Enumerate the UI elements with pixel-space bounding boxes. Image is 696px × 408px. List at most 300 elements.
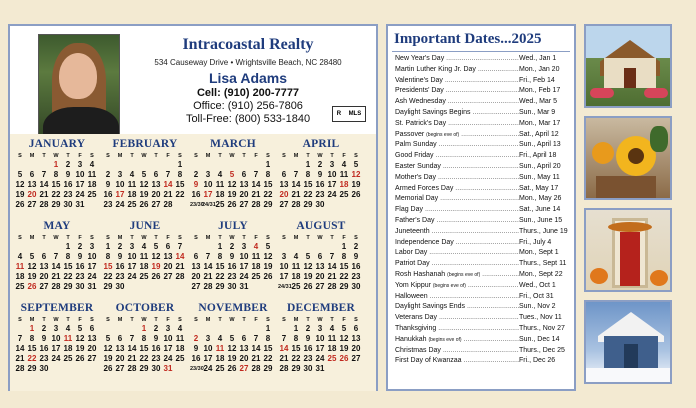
day-cell: [250, 282, 262, 292]
weekday-header: T: [330, 317, 334, 323]
day-cell: 7: [165, 170, 171, 179]
day-cell: 26: [27, 282, 37, 291]
day-cell: 18: [215, 190, 225, 199]
day-cell: 9: [77, 252, 83, 261]
date-event-label: Easter Sunday: [395, 162, 441, 170]
day-cell: 29: [303, 200, 313, 209]
weekday-header: S: [282, 153, 286, 159]
month-name: FEBRUARY: [112, 138, 178, 150]
day-cell: 13: [191, 262, 201, 271]
date-event-date: Wed., Mar 5: [519, 98, 557, 106]
date-event-label: Good Friday: [395, 152, 434, 160]
date-event-name: [395, 302, 519, 313]
month-name: SEPTEMBER: [20, 302, 94, 314]
important-date-row: [388, 346, 574, 357]
weekday-header: T: [66, 235, 70, 241]
day-cell: 23: [103, 200, 113, 209]
date-event-date: Wed., Jan 1: [519, 55, 557, 62]
date-event-name: [395, 194, 519, 205]
day-cell: [114, 160, 126, 170]
day-cell: 18: [327, 344, 337, 353]
day-cell: 10: [115, 180, 125, 189]
weekday-header: S: [106, 153, 110, 159]
day-cell: 8: [141, 334, 147, 343]
agent-tollfree: Toll-Free: (800) 533-1840: [185, 113, 311, 125]
day-cell: 18: [215, 354, 225, 363]
day-cell: 14: [291, 180, 301, 189]
day-cell: 21: [175, 262, 185, 271]
date-event-name: [395, 270, 519, 281]
date-event-label: First Day of Kwanzaa: [395, 357, 462, 365]
day-cell: 23: [315, 190, 325, 199]
day-cell: 1: [29, 324, 35, 333]
day-cell: 12: [103, 344, 113, 353]
day-cell: 11: [15, 262, 25, 271]
date-event-label: Flag Day: [395, 206, 424, 214]
day-cell: [238, 160, 250, 170]
day-cell: 4: [177, 324, 183, 333]
day-cell: 27: [239, 200, 249, 209]
day-cell: [26, 160, 38, 170]
weekday-header: W: [229, 153, 235, 159]
date-event-name: [395, 313, 519, 324]
date-event-label: Passover: [395, 130, 425, 138]
day-cell: 18: [175, 344, 185, 353]
day-cell: 30: [39, 364, 49, 373]
day-cell: 27: [239, 364, 249, 373]
house-porch-photo: [584, 24, 672, 108]
day-cell: 22: [215, 272, 225, 281]
day-cell: 18: [127, 190, 137, 199]
date-event-label: Thanksgiving: [395, 324, 437, 332]
date-event-label: Juneteenth: [395, 227, 430, 235]
month-december: [278, 302, 364, 374]
day-cell: 1: [177, 160, 183, 169]
day-cell: 11: [175, 334, 185, 343]
date-event-date: Wed., Oct 1: [519, 281, 556, 289]
day-cell: 30: [227, 282, 237, 291]
date-event-date: Sun., June 15: [519, 216, 563, 224]
day-cell: [250, 324, 262, 334]
weekday-header: W: [141, 153, 147, 159]
day-cell: 17: [203, 354, 213, 363]
day-cell: 10: [203, 180, 213, 189]
day-cell: 11: [139, 252, 149, 261]
day-cell: 19: [339, 344, 349, 353]
day-cell: 15: [303, 180, 313, 189]
date-event-label: Christmas Day: [395, 346, 441, 354]
date-event-date: Fri., Feb 14: [519, 76, 555, 84]
date-event-label: Father's Day: [395, 216, 435, 224]
company-address: 534 Causeway Drive • Wrightsville Beach, NC 28480: [154, 58, 342, 67]
day-cell: 11: [291, 262, 301, 271]
weekday-header: M: [205, 235, 211, 241]
date-event-label: Daylight Savings Begins: [395, 108, 471, 116]
day-cell: 2: [153, 324, 159, 333]
day-cell: 20: [351, 344, 361, 353]
day-cell: 14: [163, 180, 173, 189]
weekday-header: T: [42, 317, 46, 323]
day-cell: 9: [353, 252, 359, 261]
date-event-name: [395, 108, 519, 119]
day-cell: 3: [281, 252, 287, 261]
day-cell: 2: [117, 242, 123, 251]
date-event-date: Sat., May 17: [519, 184, 559, 192]
day-cell: [238, 324, 250, 334]
weekday-header: S: [354, 235, 358, 241]
month-day-grid: [278, 316, 364, 374]
divider: [392, 51, 570, 52]
day-cell: 9: [193, 344, 199, 353]
day-cell: 14: [15, 344, 25, 353]
day-cell: 12: [27, 262, 37, 271]
agent-photo: [38, 34, 120, 142]
day-cell: 18: [339, 180, 349, 189]
important-date-row: [388, 119, 574, 130]
weekday-header: T: [306, 153, 310, 159]
day-cell: 4: [293, 252, 299, 261]
date-event-date: Sun., May 11: [519, 173, 560, 181]
day-cell: 1: [141, 324, 147, 333]
month-day-grid: [278, 152, 364, 210]
calendar-grid: [10, 134, 376, 391]
day-cell: 16: [63, 180, 73, 189]
day-cell: 20: [151, 190, 161, 199]
day-cell: 21: [251, 190, 261, 199]
day-cell: 21: [15, 354, 25, 363]
day-cell: 8: [177, 170, 183, 179]
day-cell: 29: [339, 282, 349, 291]
weekday-header: M: [117, 317, 123, 323]
weekday-header: T: [218, 317, 222, 323]
date-event-date: Mon., Feb 17: [519, 87, 561, 95]
date-event-name: [395, 335, 519, 346]
weekday-header: S: [354, 317, 358, 323]
day-cell: 10: [163, 334, 173, 343]
weekday-header: T: [242, 153, 246, 159]
date-event-name: [395, 248, 519, 259]
day-cell: 30: [303, 364, 313, 373]
date-event-label: New Year's Day: [395, 55, 445, 62]
day-cell: [162, 160, 174, 170]
day-cell: 27: [151, 200, 161, 209]
month-day-grid: [102, 316, 188, 374]
day-cell: 1: [217, 242, 223, 251]
day-cell: 8: [265, 170, 271, 179]
date-event-date: Mon., Sept 22: [519, 270, 563, 278]
day-cell: 21: [291, 190, 301, 199]
day-cell: 29: [103, 282, 113, 291]
day-cell: 13: [27, 180, 37, 189]
day-cell: 4: [141, 242, 147, 251]
date-event-name: [395, 162, 519, 173]
weekday-header: S: [106, 317, 110, 323]
day-cell: 30: [351, 282, 361, 291]
day-cell: 18: [63, 344, 73, 353]
day-cell: 4: [65, 324, 71, 333]
day-cell: 29: [291, 364, 301, 373]
day-cell: 26: [139, 200, 149, 209]
day-cell: 11: [339, 170, 349, 179]
day-cell: 17: [51, 344, 61, 353]
weekday-header: F: [342, 153, 346, 159]
day-cell: 24/31: [202, 202, 216, 208]
important-date-row: [388, 335, 574, 346]
weekday-header: M: [293, 235, 299, 241]
day-cell: 8: [29, 334, 35, 343]
day-cell: 7: [205, 252, 211, 261]
day-cell: 27: [351, 354, 361, 363]
day-cell: 29: [263, 364, 273, 373]
day-cell: 6: [281, 170, 287, 179]
day-cell: 3: [165, 324, 171, 333]
day-cell: 24: [315, 354, 325, 363]
day-cell: 5: [229, 334, 235, 343]
date-event-date: Fri., April 18: [519, 152, 557, 160]
day-cell: [278, 242, 290, 252]
important-date-row: [388, 97, 574, 108]
weekday-header: W: [53, 153, 59, 159]
important-date-row: [388, 238, 574, 249]
day-cell: [86, 364, 98, 374]
weekday-header: S: [178, 317, 182, 323]
date-event-date: Sat., June 14: [519, 206, 561, 214]
day-cell: [38, 242, 50, 252]
weekday-header: M: [29, 235, 35, 241]
day-cell: 20: [315, 272, 325, 281]
day-cell: [150, 282, 162, 292]
company-name: Intracoastal Realty: [182, 36, 314, 53]
day-cell: 18: [139, 262, 149, 271]
day-cell: 5: [17, 170, 23, 179]
day-cell: [202, 160, 214, 170]
date-event-note: (begins eve of): [426, 131, 460, 138]
day-cell: 6: [353, 324, 359, 333]
day-cell: 17: [203, 190, 213, 199]
day-cell: [126, 160, 138, 170]
month-day-grid: [102, 234, 188, 292]
day-cell: 1: [305, 160, 311, 169]
day-cell: 23: [351, 272, 361, 281]
day-cell: 6: [41, 252, 47, 261]
day-cell: 24: [327, 190, 337, 199]
day-cell: 5: [229, 170, 235, 179]
weekday-header: T: [130, 235, 134, 241]
day-cell: 1: [265, 324, 271, 333]
day-cell: 21: [127, 354, 137, 363]
day-cell: 22: [139, 354, 149, 363]
date-event-name: [395, 227, 519, 238]
day-cell: 21: [203, 272, 213, 281]
day-cell: 12: [15, 180, 25, 189]
weekday-header: F: [78, 153, 82, 159]
month-day-grid: [14, 152, 100, 210]
important-date-row: [388, 65, 574, 76]
day-cell: 26: [351, 190, 361, 199]
date-event-label: Independence Day: [395, 238, 454, 246]
day-cell: 3: [129, 242, 135, 251]
day-cell: 25: [339, 190, 349, 199]
day-cell: 12: [227, 344, 237, 353]
weekday-header: S: [266, 153, 270, 159]
day-cell: 20: [27, 190, 37, 199]
day-cell: 26: [227, 200, 237, 209]
day-cell: 23: [227, 272, 237, 281]
weekday-header: S: [18, 235, 22, 241]
day-cell: [214, 160, 226, 170]
important-date-row: [388, 227, 574, 238]
day-cell: 27: [163, 272, 173, 281]
realtor-mls-logo: [332, 106, 366, 122]
day-cell: 8: [293, 334, 299, 343]
day-cell: 3: [77, 160, 83, 169]
day-cell: 29: [139, 364, 149, 373]
day-cell: 31: [75, 200, 85, 209]
day-cell: 28: [163, 200, 173, 209]
date-event-label: Hanukkah: [395, 335, 427, 343]
day-cell: 13: [151, 180, 161, 189]
day-cell: 27: [27, 200, 37, 209]
day-cell: 8: [305, 170, 311, 179]
day-cell: 22: [303, 190, 313, 199]
day-cell: 15: [175, 180, 185, 189]
day-cell: [114, 324, 126, 334]
date-event-name: [395, 86, 519, 97]
important-date-row: [388, 184, 574, 195]
date-event-name: [395, 65, 519, 76]
important-date-row: [388, 173, 574, 184]
day-cell: 26: [227, 364, 237, 373]
day-cell: 22: [175, 190, 185, 199]
weekday-header: W: [53, 317, 59, 323]
day-cell: 18: [87, 180, 97, 189]
day-cell: 19: [15, 190, 25, 199]
day-cell: 8: [265, 334, 271, 343]
day-cell: 19: [103, 354, 113, 363]
day-cell: [126, 324, 138, 334]
day-cell: 22: [63, 272, 73, 281]
month-november: [190, 302, 276, 374]
day-cell: 10: [239, 252, 249, 261]
day-cell: 28: [127, 364, 137, 373]
autumn-door-photo: [584, 208, 672, 292]
day-cell: 11: [63, 334, 73, 343]
day-cell: 24/31: [278, 284, 292, 290]
day-cell: 12: [75, 334, 85, 343]
agent-name: Lisa Adams: [208, 70, 288, 86]
date-event-name: [395, 97, 519, 108]
day-cell: 6: [29, 170, 35, 179]
day-cell: 25: [291, 282, 301, 291]
day-cell: 2: [353, 242, 359, 251]
day-cell: 31: [87, 282, 97, 291]
day-cell: 3: [329, 160, 335, 169]
day-cell: 25: [63, 354, 73, 363]
day-cell: [138, 282, 150, 292]
day-cell: 19: [351, 180, 361, 189]
day-cell: 14: [203, 262, 213, 271]
day-cell: 25: [327, 354, 337, 363]
day-cell: 7: [17, 334, 23, 343]
date-event-date: Fri., Oct 31: [519, 292, 554, 300]
important-date-row: [388, 281, 574, 292]
month-day-grid: [190, 234, 276, 292]
day-cell: 1: [105, 242, 111, 251]
day-cell: 4: [329, 324, 335, 333]
date-event-date: Mon., Sept 1: [519, 249, 559, 257]
day-cell: 17: [163, 344, 173, 353]
day-cell: 30: [151, 364, 161, 373]
day-cell: 2: [229, 242, 235, 251]
day-cell: 14: [327, 262, 337, 271]
month-name: JULY: [218, 220, 248, 232]
sunflowers-photo: [584, 116, 672, 200]
day-cell: [314, 242, 326, 252]
day-cell: [250, 160, 262, 170]
day-cell: 19: [151, 262, 161, 271]
weekday-header: W: [317, 235, 323, 241]
day-cell: 9: [153, 334, 159, 343]
day-cell: 8: [341, 252, 347, 261]
day-cell: 4: [217, 334, 223, 343]
day-cell: 7: [41, 170, 47, 179]
day-cell: 29: [51, 200, 61, 209]
day-cell: 22: [103, 272, 113, 281]
day-cell: [86, 200, 98, 210]
day-cell: 26: [75, 354, 85, 363]
weekday-header: S: [178, 153, 182, 159]
weekday-header: W: [229, 235, 235, 241]
day-cell: 6: [241, 334, 247, 343]
agent-cell: Cell: (910) 200-7777: [196, 87, 300, 99]
day-cell: 11: [215, 180, 225, 189]
day-cell: 25: [175, 354, 185, 363]
day-cell: 20: [115, 354, 125, 363]
day-cell: 13: [115, 344, 125, 353]
date-event-label: Ash Wednesday: [395, 98, 446, 106]
day-cell: [50, 364, 62, 374]
day-cell: 7: [177, 242, 183, 251]
important-date-row: [388, 302, 574, 313]
weekday-header: S: [90, 317, 94, 323]
date-event-date: Mon., May 26: [519, 195, 562, 203]
day-cell: 21: [51, 272, 61, 281]
day-cell: 2: [317, 160, 323, 169]
day-cell: 5: [77, 324, 83, 333]
date-event-name: [395, 130, 519, 141]
day-cell: [190, 160, 202, 170]
important-date-row: [388, 140, 574, 151]
day-cell: 21: [251, 354, 261, 363]
day-cell: 25: [127, 200, 137, 209]
day-cell: [278, 160, 290, 170]
day-cell: [138, 160, 150, 170]
month-april: [278, 138, 364, 210]
day-cell: [14, 242, 26, 252]
weekday-header: W: [317, 153, 323, 159]
day-cell: 3: [205, 170, 211, 179]
day-cell: 14: [51, 262, 61, 271]
day-cell: 12: [351, 170, 361, 179]
day-cell: 12: [227, 180, 237, 189]
weekday-header: W: [141, 317, 147, 323]
weekday-header: T: [42, 153, 46, 159]
month-name: MAY: [43, 220, 71, 232]
important-date-row: [388, 292, 574, 303]
day-cell: 15: [139, 344, 149, 353]
month-august: [278, 220, 364, 292]
date-event-name: [395, 324, 519, 335]
